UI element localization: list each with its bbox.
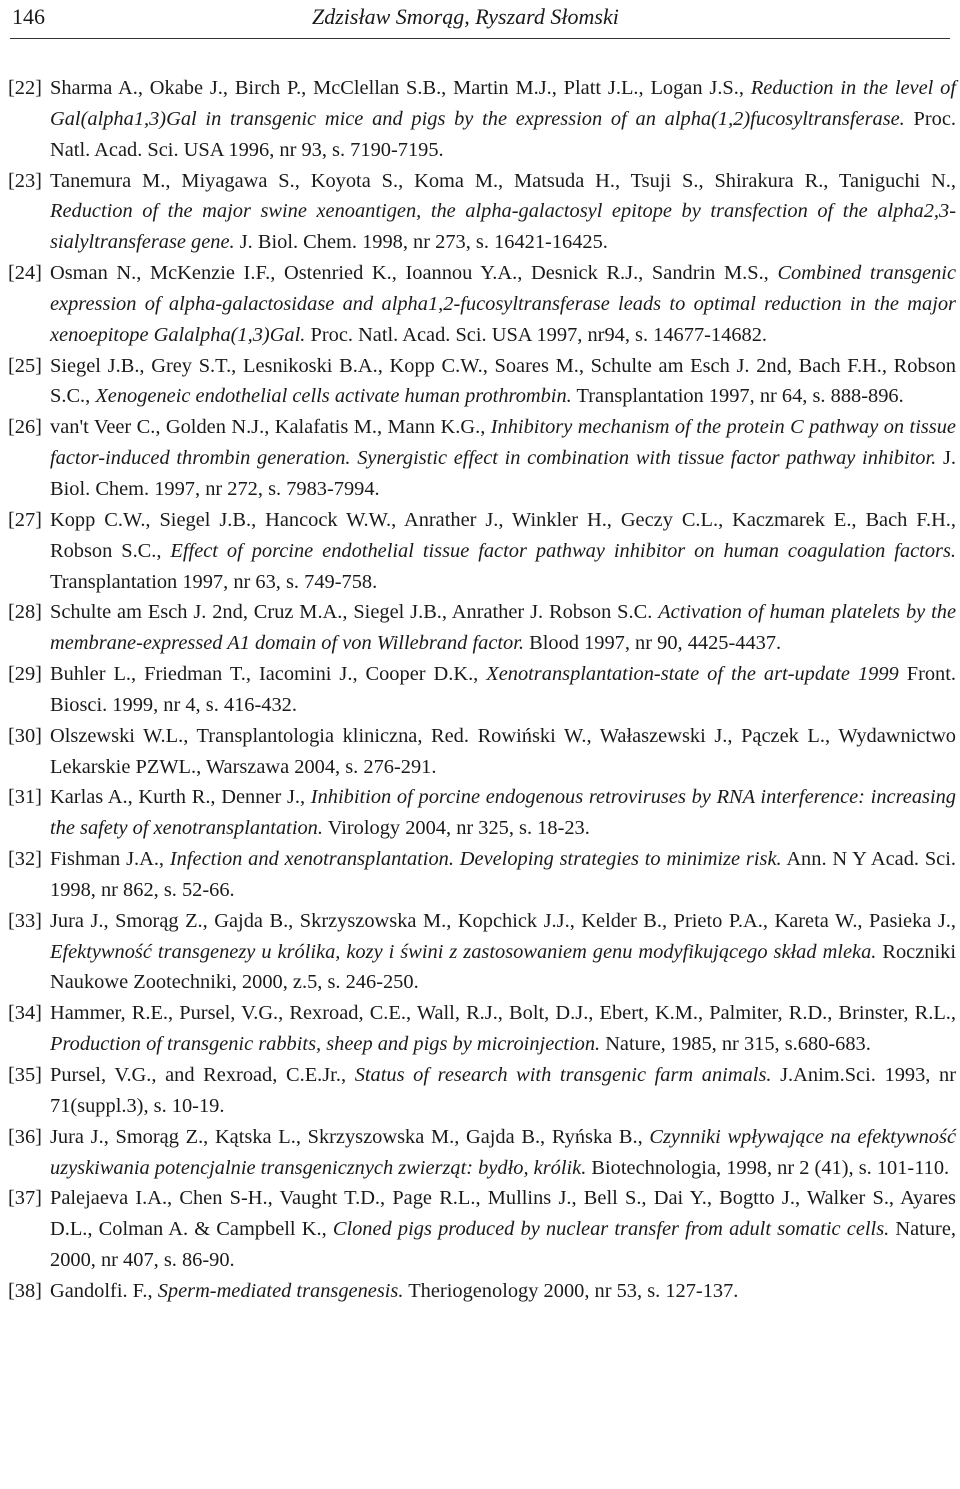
reference-text bbox=[50, 73, 956, 166]
reference-authors: Palejaeva I.A., Chen S-H., Vaught T.D., Page R.L., Mullins J., Bell S., Dai Y., Bogtto J., Walker S., Ayares D.L., Colman A. & Campbell K., bbox=[50, 1187, 956, 1241]
reference-text bbox=[50, 351, 956, 413]
reference-item bbox=[8, 412, 956, 505]
reference-title: Czynniki wpływające na efektywność uzyskiwania potencjalnie transgenicznych zwierząt: bydło, królik. bbox=[50, 1125, 956, 1179]
reference-number: [26] bbox=[8, 416, 42, 439]
reference-authors: Olszewski W.L., Transplantologia kliniczna, Red. Rowiński W., Wałaszewski J., Pączek L., Wydawnictwo Lekarskie PZWL., Warszawa 2004, s. 276-291. bbox=[50, 724, 956, 778]
reference-authors: Hammer, R.E., Pursel, V.G., Rexroad, C.E., Wall, R.J., Bolt, D.J., Ebert, K.M., Palmiter, R.D., Brinster, R.L., bbox=[50, 1002, 956, 1025]
reference-item bbox=[8, 1183, 956, 1276]
reference-authors: Jura J., Smorąg Z., Gajda B., Skrzyszowska M., Kopchick J.J., Kelder B., Prieto P.A., Kareta W., Pasieka J., bbox=[50, 909, 956, 932]
reference-source: J.Anim.Sci. 1993, nr 71(suppl.3), s. 10-19. bbox=[50, 1064, 956, 1117]
reference-number: [28] bbox=[8, 601, 42, 624]
reference-authors: Schulte am Esch J. 2nd, Cruz M.A., Siegel J.B., Anrather J. Robson S.C. bbox=[50, 601, 659, 624]
reference-text bbox=[50, 1276, 956, 1307]
reference-authors: van't Veer C., Golden N.J., Kalafatis M., Mann K.G., bbox=[50, 416, 491, 439]
reference-number: [38] bbox=[8, 1279, 42, 1302]
reference-item bbox=[8, 906, 956, 999]
reference-authors: Jura J., Smorąg Z., Kątska L., Skrzyszowska M., Gajda B., Ryńska B., bbox=[50, 1125, 650, 1148]
reference-number: [23] bbox=[8, 169, 42, 192]
reference-source: Ann. N Y Acad. Sci. 1998, nr 862, s. 52-66. bbox=[50, 848, 956, 901]
reference-source: Front. Biosci. 1999, nr 4, s. 416-432. bbox=[50, 663, 957, 716]
reference-number: [37] bbox=[8, 1187, 42, 1210]
reference-source: Proc. Natl. Acad. Sci. USA 1996, nr 93, s. 7190-7195. bbox=[50, 107, 956, 161]
reference-source: Transplantation 1997, nr 64, s. 888-896. bbox=[571, 385, 904, 408]
reference-authors: Sharma A., Okabe J., Birch P., McClellan S.B., Martin M.J., Platt J.L., Logan J.S., bbox=[50, 77, 751, 99]
reference-source: Blood 1997, nr 90, 4425-4437. bbox=[524, 632, 782, 655]
reference-item bbox=[8, 721, 956, 783]
reference-text bbox=[50, 906, 956, 999]
reference-text bbox=[50, 258, 956, 351]
reference-item bbox=[8, 998, 956, 1060]
reference-item bbox=[8, 782, 956, 844]
reference-authors: Siegel J.B., Grey S.T., Lesnikoski B.A., Kopp C.W., Soares M., Schulte am Esch J. 2nd, Bach F.H., Robson S.C., bbox=[50, 354, 956, 408]
reference-source: Nature, 2000, nr 407, s. 86-90. bbox=[50, 1218, 956, 1272]
reference-authors: Tanemura M., Miyagawa S., Koyota S., Koma M., Matsuda H., Tsuji S., Shirakura R., Taniguchi N., bbox=[50, 169, 956, 192]
reference-item bbox=[8, 1122, 956, 1184]
reference-authors: Fishman J.A., bbox=[50, 848, 170, 871]
reference-number: [30] bbox=[8, 724, 42, 747]
reference-number: [35] bbox=[8, 1064, 42, 1086]
reference-number: [24] bbox=[8, 262, 42, 285]
reference-title: Cloned pigs produced by nuclear transfer from adult somatic cells. bbox=[332, 1218, 890, 1241]
reference-title: Xenotransplantation-state of the art-update 1999 bbox=[486, 663, 899, 686]
reference-text bbox=[50, 1122, 956, 1184]
reference-title: Reduction in the level of Gal(alpha1,3)Gal in transgenic mice and pigs by the expression of an alpha(1,2)fucosyltransferase. bbox=[50, 77, 957, 130]
reference-text bbox=[50, 998, 956, 1060]
reference-title: Combined transgenic expression of alpha-galactosidase and alpha1,2-fucosyltransferase leads to optimal reduction in the major xenoepitope Galalpha(1,3)Gal. bbox=[50, 262, 956, 346]
reference-title: Xenogeneic endothelial cells activate human prothrombin. bbox=[95, 385, 572, 408]
reference-number: [33] bbox=[8, 909, 42, 932]
reference-item bbox=[8, 597, 956, 659]
reference-text bbox=[50, 166, 956, 259]
reference-text bbox=[50, 412, 956, 505]
reference-authors: Kopp C.W., Siegel J.B., Hancock W.W., Anrather J., Winkler H., Geczy C.L., Kaczmarek E., Bach F.H., Robson S.C., bbox=[50, 508, 956, 562]
reference-number: [27] bbox=[8, 508, 42, 531]
reference-item bbox=[8, 258, 956, 351]
reference-item bbox=[8, 166, 956, 259]
reference-title: Inhibition of porcine endogenous retroviruses by RNA interference: increasing the safety of xenotransplantation. bbox=[50, 786, 956, 840]
reference-source: Proc. Natl. Acad. Sci. USA 1997, nr94, s. 14677-14682. bbox=[305, 323, 768, 346]
reference-text bbox=[50, 721, 956, 783]
reference-text bbox=[50, 1060, 956, 1122]
reference-item bbox=[8, 1060, 956, 1122]
reference-source: Transplantation 1997, nr 63, s. 749-758. bbox=[50, 570, 378, 593]
reference-title: Infection and xenotransplantation. Developing strategies to minimize risk. bbox=[169, 848, 782, 871]
reference-number: [32] bbox=[8, 848, 42, 871]
reference-source: Nature, 1985, nr 315, s.680-683. bbox=[600, 1033, 871, 1056]
reference-item bbox=[8, 73, 956, 166]
reference-text bbox=[50, 505, 956, 598]
reference-item bbox=[8, 844, 956, 906]
reference-source: J. Biol. Chem. 1998, nr 273, s. 16421-16425. bbox=[234, 231, 608, 254]
running-title: Zdzisław Smorąg, Ryszard Słomski bbox=[312, 4, 619, 29]
reference-text bbox=[50, 844, 956, 906]
reference-number: [31] bbox=[8, 786, 42, 809]
reference-authors: Pursel, V.G., and Rexroad, C.E.Jr., bbox=[50, 1064, 355, 1086]
reference-text bbox=[50, 659, 956, 721]
reference-item bbox=[8, 659, 956, 721]
reference-text bbox=[50, 597, 956, 659]
reference-title: Inhibitory mechanism of the protein C pathway on tissue factor-induced thrombin generation. Synergistic effect in combination with tissue factor pathway inhibitor. bbox=[50, 416, 956, 470]
reference-title: Effect of porcine endothelial tissue factor pathway inhibitor on human coagulation factors. bbox=[170, 539, 957, 562]
reference-number: [25] bbox=[8, 354, 42, 377]
reference-title: Reduction of the major swine xenoantigen, the alpha-galactosyl epitope by transfection of the alpha2,3-sialyltransferase gene. bbox=[50, 200, 956, 254]
reference-authors: Gandolfi. F., bbox=[50, 1279, 158, 1302]
reference-item bbox=[8, 351, 956, 413]
reference-source: J. Biol. Chem. 1997, nr 272, s. 7983-7994. bbox=[50, 447, 956, 500]
reference-number: [34] bbox=[8, 1002, 42, 1025]
reference-authors: Osman N., McKenzie I.F., Ostenried K., Ioannou Y.A., Desnick R.J., Sandrin M.S., bbox=[50, 262, 778, 285]
page-header bbox=[10, 0, 950, 39]
reference-number: [36] bbox=[8, 1125, 42, 1148]
reference-source: Virology 2004, nr 325, s. 18-23. bbox=[322, 817, 590, 840]
reference-source: Roczniki Naukowe Zootechniki, 2000, z.5, s. 246-250. bbox=[50, 940, 956, 994]
reference-source: Biotechnologia, 1998, nr 2 (41), s. 101-110. bbox=[586, 1156, 950, 1179]
reference-list bbox=[8, 73, 956, 1307]
reference-number: [29] bbox=[8, 663, 42, 686]
reference-item bbox=[8, 1276, 956, 1307]
reference-authors: Karlas A., Kurth R., Denner J., bbox=[50, 786, 311, 809]
reference-number: [22] bbox=[8, 77, 42, 99]
reference-title: Production of transgenic rabbits, sheep and pigs by microinjection. bbox=[50, 1033, 601, 1056]
page-number: 146 bbox=[12, 4, 45, 29]
reference-text bbox=[50, 1183, 956, 1276]
reference-title: Activation of human platelets by the membrane-expressed A1 domain of von Willebrand factor. bbox=[50, 601, 956, 655]
reference-text bbox=[50, 782, 956, 844]
reference-title: Status of research with transgenic farm animals. bbox=[354, 1064, 772, 1086]
reference-title: Sperm-mediated transgenesis. bbox=[157, 1279, 404, 1302]
reference-item bbox=[8, 505, 956, 598]
reference-source: Theriogenology 2000, nr 53, s. 127-137. bbox=[403, 1279, 739, 1302]
reference-authors: Buhler L., Friedman T., Iacomini J., Cooper D.K., bbox=[50, 663, 487, 686]
reference-title: Efektywność transgenezy u królika, kozy i świni z zastosowaniem genu modyfikującego skład mleka. bbox=[50, 940, 877, 963]
